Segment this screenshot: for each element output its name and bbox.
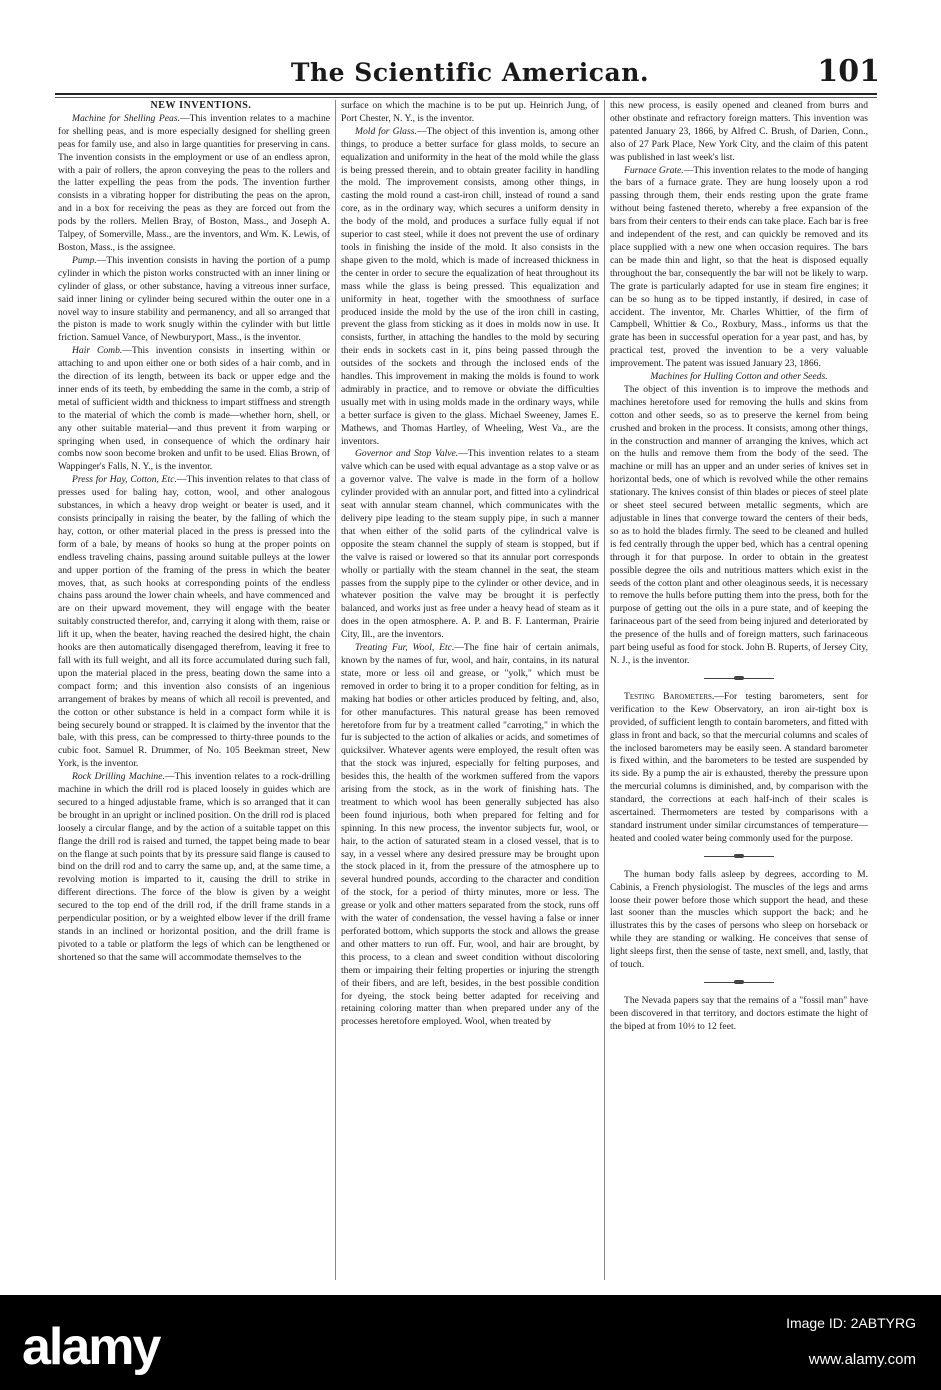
article-continuation: this new process, is easily opened and cleaned from burrs and other obstinate and refractory foreign matters. This invention was patented January 23, 1866, by Alfred C. Brush, of Darien, Conn., also of 27 Park Place, New York City, and the claim of this patent was published in last week's list. xyxy=(610,100,868,163)
article-title: Rock Drilling Machine. xyxy=(72,771,165,783)
article-fur-treatment xyxy=(341,642,599,1029)
article-heading: Machines for Hulling Cotton and other Seeds. xyxy=(650,371,828,383)
article-title: Governor and Stop Valve. xyxy=(355,448,459,460)
column-1 xyxy=(58,100,330,1285)
watermark-banner xyxy=(0,1295,941,1390)
masthead xyxy=(60,54,880,94)
header-rule xyxy=(55,93,877,95)
article-title: Hair Comb. xyxy=(72,345,123,357)
article-pea-sheller xyxy=(58,113,330,255)
article-body: —The fine hair of certain animals, known by the names of fur, wool, and hair, contains, in its natural state, more or less oil and grease, or "yolk," which must be removed in order to bring it to a proper condition for felting, as in making hat bodies or other articles produced by felting, and, also, for other manufactures. This natural grease has been removed heretofore from fur by a treatment called "carroting," in which the fur is subjected to the action of alkalies or acids, and sometimes of quicksilver. Whatever agents were employed, the result often was that the stock was injured, especially for felting purposes, and besides this, the health of the workmen suffered from the vapors arising from the stock, as in the work of finishing hats. The treatment to which wool has been generally subjected has also been found injurious, both when prepared for felting and for spinning. In this new process, the inventor subjects fur, wool, or hair, to the action of saturated steam in a closed vessel, that is to say, in a vessel where any desired pressure may be brought upon the stock placed in it, from the pressure of the atmosphere up to several hundred pounds, according to the character and condition of the stock, for a period of thirty minutes, more or less. The grease or yolk and other matters separated from the stock, runs off with the water of condensation, the vessel having a false or inner perforated bottom, which supports the stock and allows the grease and other matters to run off. Fur, wool, and hair are brought, by this process, to a clean and sweet condition without discoloring them or impairing their felting properties or injuring the strength of their fibers, and are left, besides, in the best possible condition for dyeing, the stock being better adapted for receiving and retaining coloring matter than when prepared under any of the processes heretofore employed. Wool, when treated by xyxy=(341,642,599,1028)
article-body: —The object of this invention is, among other things, to produce a better surface for glass molds, to secure an equalization and uniformity in the heat of the mold while the glass is being pressed therein, and to obtain greater facility in handling the mold. The improvement consists, among other things, in casting the mold round a cast-iron chill, instead of round a sand core, as in the ordinary way, which secures a uniform density in the body of the mold, and produces a surface fully equal if not superior to cast steel, while it does not prevent the use of ordinary tools in finishing the inside of the mold. It also consists in the shape given to the mold, which is made of increased thickness in the center in order to secure the equalization of heat throughout its mass while the glass is being pressed. This equalization and uniformity in heat, together with the smoothness of surface produced inside the mold by the use of the iron chill in casting, prevent the glass from sticking as it does in molds now in use. It consists, further, in attaching the handles to the mold by securing their ends in sockets cast in it, pins being passed through the outsides of the sockets and through the inclosed ends of the handles. This improvement in making the molds is found to work admirably in practice, and to remove or obviate the difficulties usually met with in using molds made in the ordinary ways, while a better surface is given to the glass. Michael Sweeney, James E. Mathews, and Thomas Hartley, of Wheeling, West Va., are the inventors. xyxy=(341,125,599,447)
section-heading: NEW INVENTIONS. xyxy=(150,100,252,111)
article-body: —This invention relates to a rock-drilling machine in which the drill rod is placed loosely in guides which are secured to a hinged adjustable frame, which is so arranged that it can be brought in an upright or inclined position. On the drill rod is placed loosely a circular flange, and by the action of a suitable tappet on this flange the drill rod is raised and turned, the tappet being made to bear on the flange at such points that by its pressure said flange is caused to bind on the drill rod and to carry the same up, and, at the same time, a revolving motion is imparted to it, causing the drill to strike in different directions. The force of the blow is given by a weight secured to the top end of the drill rod, if the drill frame stands in a perpendicular position, or by a weighted elbow lever if the drill frame stands in an inclined or horizontal position, and the drill frame is pivoted to a table or platform the legs of which can be lengthened or shortened so that the same will accommodate themselves to the xyxy=(58,771,330,963)
article-body: —For testing barometers, sent for verification to the Kew Observatory, an iron air-tight box is provided, of sufficient length to contain barometers, and fitted with glass in front and back, so that the mercurial columns and scales of the inclosed barometers may be easily seen. A standard barometer is fixed within, and the barometers to be tested are suspended by its side. By a pump the air is exhausted, thereby the pressure upon the mercurial columns is diminished, and, by comparison with the standard, the corrections at each half-inch of their scales is ascertained. Thermometers are tested by comparisons with a standard instrument under similar circumstances of temperature—heated and cooled water being commonly used for the purpose. xyxy=(610,690,868,844)
article-body: —This invention consists in having the portion of a pump cylinder in which the piston works constructed with an inner lining or cylinder of glass, or other substance, having a vitreous inner surface, said inner lining or cylinder being secured within the outer one in a novel way to insure stability and permanency, and all so arranged that the piston is made to work snugly within the cylinder with but little friction. Samuel Vance, of Newburyport, Mass., is the inventor. xyxy=(58,254,330,344)
article-body: —This invention relates to the mode of hanging the bars of a furnace grate. They are hung loosely upon a rod passing through them, their ends resting upon the grate frame without being fastened thereto, whereby a free expansion of the bars from their centers to their ends can take place. Each bar is free and independent of the rest, and can quickly be removed and its place supplied with a new one when occasion requires. The bars can be made thin and light, so that the heat is disposed equally throughout the bar, consequently the bar will not be likely to warp. The grate is particularly adapted for use in steam fire engines; it can be so hung as to be tipped instantly, if desired, in case of accident. The inventor, Mr. Charles Whittier, of the firm of Campbell, Whittier & Co., Roxbury, Mass., informs us that the grate has been in successful operation for a year past, and has, by practical test, proved the invention to be a very valuable improvement. The patent was issued January 23, 1866. xyxy=(610,164,868,370)
site-url: www.alamy.com xyxy=(808,1351,916,1368)
alamy-logo: alamy xyxy=(22,1318,160,1376)
section-separator xyxy=(704,856,774,859)
article-body: —This invention relates to that class of presses used for baling hay, cotton, wool, and other analogous substances, in which a heavy drop weight or beater is used, and it consists principally in raising the beater, by the falling of which the hay, cotton, or other material placed in the press is pressed into the form of a bale, by means of hooks so hung at the proper points on endless traveling chains, passing around suitable pulleys at the lower and upper portion of the framing of the press in which the beater moves, that, as such hooks at corresponding points of the endless chains pass around the lower chain wheels, and have commenced and are on their upward movement, they will engage with the beater suitably constructed therefor, and, carrying it along with them, raise or lift it up, when the beater, having reached the desired hight, the chain hooks are then automatically disengaged therefrom, leaving it free to fall with its full weight, and all its force accumulated during such fall, upon the material placed in the press, beating down the same into a compact form; and this invention also consists of an ingenious arrangement of brakes by means of which all recoil is prevented, and the cotton or other substance is held in a compact form while it is being securely bound or strapped. It is claimed by the inventor that the bale, with this press, can be compressed to thirty-three pounds to the cubic foot. Samuel R. Drummer, of No. 105 Beekman street, New York, is the inventor. xyxy=(58,474,330,770)
article-press xyxy=(58,474,330,771)
article-barometers xyxy=(610,691,868,846)
article-hair-comb xyxy=(58,345,330,474)
section-separator xyxy=(704,982,774,985)
article-pump xyxy=(58,255,330,345)
article-sleep: The human body falls asleep by degrees, according to M. Cabinis, a French physiologist. The muscles of the legs and arms loose their power before those which support the head, and these last sooner than the muscles which support the back; and he illustrates this by the cases of persons who sleep on horseback or while they are standing or walking. He conceives that sense of light sleeps first, then the sense of taste, next smell, and, lastly, that of touch. xyxy=(610,868,868,971)
column-divider xyxy=(335,100,336,1280)
article-continuation: surface on which the machine is to be put up. Heinrich Jung, of Port Chester, N. Y., is the inventor. xyxy=(341,100,599,124)
article-furnace-grate xyxy=(610,165,868,372)
article-body: —This invention relates to a machine for shelling peas, and is more especially designed for shelling green peas for family use, and also in large quantities for preserving in cans. The invention consists in the employment or use of an endless apron, with a pair of rollers, the apron conveying the peas to the rollers and the latter expelling the peas from the pods. The invention further consists in a vibrating hopper for distributing the peas on the apron, and in a box for receiving the peas as they are forced out from the pods by the rollers. Mellen Bray, of Boston, Mass., and Joseph A. Talpey, of Somerville, Mass., are the inventors, and Wm. K. Lewis, of Boston, Mass., is the assignee. xyxy=(58,112,330,253)
article-title: Furnace Grate. xyxy=(624,164,684,176)
image-id: Image ID: 2ABTYRG xyxy=(786,1315,916,1331)
article-valve xyxy=(341,448,599,642)
page-number: 101 xyxy=(817,54,880,89)
article-title: Mold for Glass. xyxy=(355,125,417,137)
article-title: Press for Hay, Cotton, Etc. xyxy=(72,474,177,486)
column-2 xyxy=(341,100,599,1285)
article-title: Machine for Shelling Peas. xyxy=(72,112,180,124)
article-body: —This invention relates to a steam valve which can be used with equal advantage as a stop valve or as a governor valve. The valve is made in the form of a hollow cylinder provided with an annular port, and fitted into a cylindrical seat with annular steam channel, which communicates with the delivery pipe leading to the steam supply pipe, in such a manner that when either of the solid parts of the cylindrical valve is opposite the steam channel the supply of steam is stopped, but if the valve is raised or lowered so that its annular port corresponds wholly or partially with the steam channel in the seat, the steam passes from the supply pipe to the cylinder or other device, and in whatever position the valve may be brought it is perfectly balanced, and works just as free under a heavy head of steam as it does in the open atmosphere. A. P. and B. F. Lanterman, Prairie City, Ill., are the inventors. xyxy=(341,448,599,641)
article-title: Treating Fur, Wool, Etc. xyxy=(355,642,455,654)
section-separator xyxy=(704,678,774,681)
article-title: Testing Barometers. xyxy=(624,690,715,702)
article-rock-drill xyxy=(58,771,330,965)
article-glass-mold xyxy=(341,126,599,449)
article-hulling: The object of this invention is to improve the methods and machines heretofore used for removing the hulls and skins from cotton and other seeds, so as to preserve the kernel from being crushed and broken in the process. It consists, among other things, in the construction and manner of arranging the knives, which act on the hulls and remove them from the body of the seed. The machine or mill has an upper and an under series of knives set in horizontal beds, one of which is revolved while the other remains stationary. The knives consist of thin blades or pieces of steel plate or sheet steel secured between metallic segments, which are adjustable in lines that converge toward the centers of their beds, so as to hold the blades firmly. The seed to be cleaned and hulled is fed centrally through the upper bed, which has a central opening through it for that purpose. In order to obtain in the greatest possible degree the oils and nutritious matters which exist in the seeds of the cotton plant and other oleaginous seeds, it is necessary to remove the hulls before putting them into the press, both for the purpose of getting out the oils in a pure state, and of keeping the farinaceous part of the seed from being injured and deteriorated by the presence of the hulls and of foreign matters, such farinaceous part being useful as food for stock. John B. Ruperts, of Jersey City, N. J., is the inventor. xyxy=(610,383,868,666)
column-3 xyxy=(610,100,868,1285)
header-rule-thin xyxy=(55,97,877,98)
page-title: The Scientific American. xyxy=(290,58,650,87)
article-body: —This invention consists in inserting within or attaching to and upon either one or both sides of a hair comb, and in the direction of its length, between its back or upper edge and the inner ends of its teeth, by embedding the same in the comb, a strip of metal of sufficient width and thickness to impart stiffness and strength to the material of which the comb is made—whether horn, shell, or any other suitable material—and thus prevent it from warping or springing when used, in consequence of which the ordinary hair combs now soon become broken and unfit to be used. Elias Brown, of Wappinger's Falls, N. Y., is the inventor. xyxy=(58,345,330,473)
column-divider xyxy=(604,100,605,1280)
article-fossil-man: The Nevada papers say that the remains of a "fossil man" have been discovered in that territory, and doctors estimate the hight of the biped at from 10½ to 12 feet. xyxy=(610,995,868,1032)
article-title: Pump. xyxy=(72,254,97,266)
